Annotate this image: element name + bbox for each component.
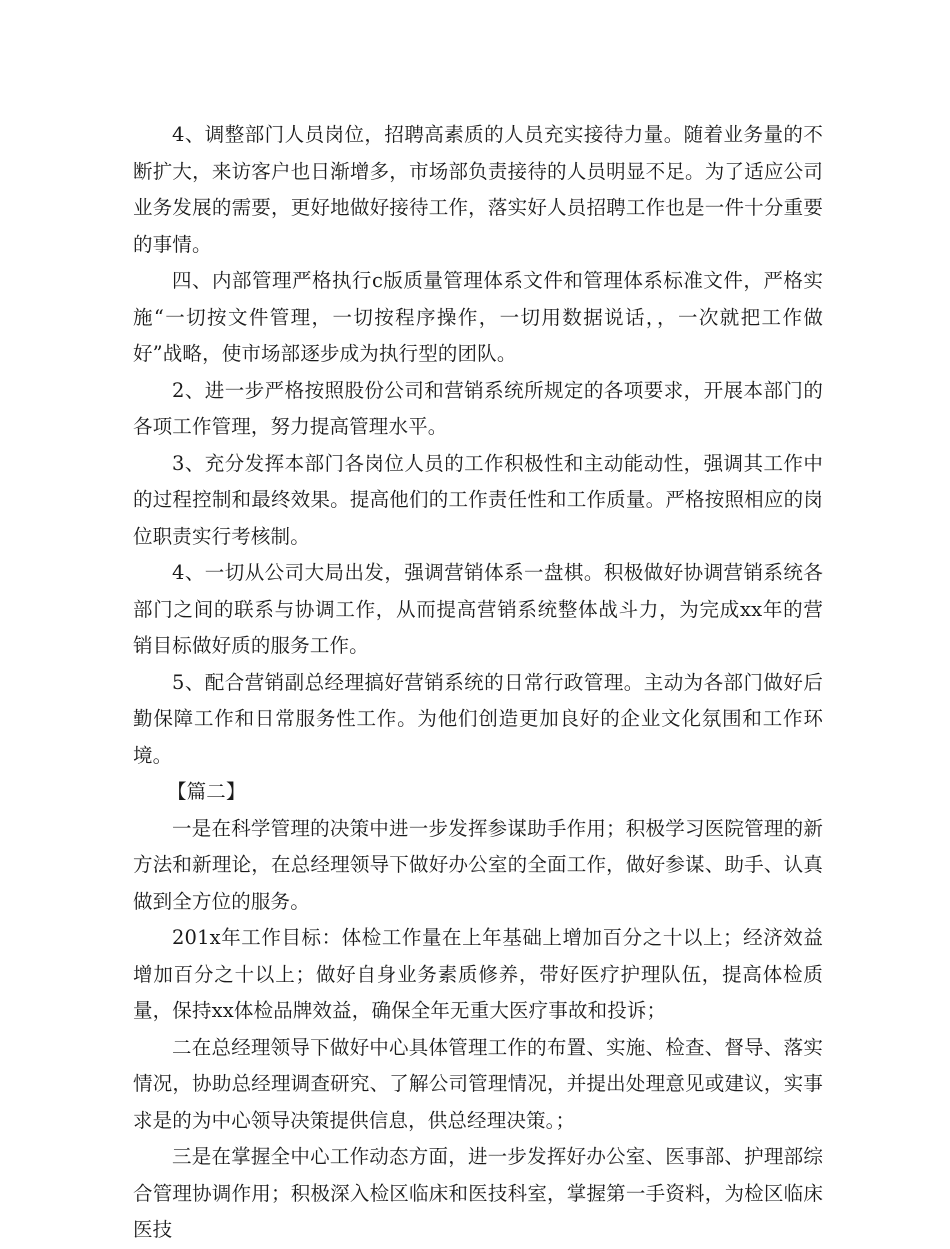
paragraph: 201x年工作目标：体检工作量在上年基础上增加百分之十以上；经济效益增加百分之十以上；做好自身业务素质修养，带好医疗护理队伍，提高体检质量，保持xx体检品牌效益，确保全年无重大医疗事故和投诉； bbox=[133, 926, 823, 1022]
paragraph: 三是在掌握全中心工作动态方面，进一步发挥好办公室、医事部、护理部综合管理协调作用；积极深入检区临床和医技科室，掌握第一手资料，为检区临床医技 bbox=[133, 1145, 823, 1241]
paragraph: 4、一切从公司大局出发，强调营销体系一盘棋。积极做好协调营销系统各部门之间的联系与协调工作，从而提高营销系统整体战斗力，为完成xx年的营销目标做好质的服务工作。 bbox=[133, 561, 823, 657]
section-heading: 【篇二】 bbox=[167, 780, 246, 803]
paragraph: 3、充分发挥本部门各岗位人员的工作积极性和主动能动性，强调其工作中的过程控制和最终效果。提高他们的工作责任性和工作质量。严格按照相应的岗位职责实行考核制。 bbox=[133, 451, 823, 548]
paragraph: 2、进一步严格按照股份公司和营销系统所规定的各项要求，开展本部门的各项工作管理，努力提高管理水平。 bbox=[133, 378, 823, 438]
paragraph: 5、配合营销副总经理搞好营销系统的日常行政管理。主动为各部门做好后勤保障工作和日常服务性工作。为他们创造更加良好的企业文化氛围和工作环境。 bbox=[133, 670, 823, 767]
paragraph: 四、内部管理严格执行c版质量管理体系文件和管理体系标准文件，严格实施“一切按文件管理，一切按程序操作，一切用数据说话，，一次就把工作做好”战略，使市场部逐步成为执行型的团队。 bbox=[133, 269, 823, 365]
paragraph: 一是在科学管理的决策中进一步发挥参谋助手作用；积极学习医院管理的新方法和新理论，在总经理领导下做好办公室的全面工作，做好参谋、助手、认真做到全方位的服务。 bbox=[133, 816, 823, 913]
paragraph: 4、调整部门人员岗位，招聘高素质的人员充实接待力量。随着业务量的不断扩大，来访客户也日渐增多，市场部负责接待的人员明显不足。为了适应公司业务发展的需要，更好地做好接待工作，落实好人员招聘工作也是一件十分重要的事情。 bbox=[133, 123, 823, 256]
paragraph: 二在总经理领导下做好中心具体管理工作的布置、实施、检查、督导、落实情况，协助总经理调查研究、了解公司管理情况，并提出处理意见或建议，实事求是的为中心领导决策提供信息，供总经理决策。； bbox=[133, 1035, 823, 1132]
document-page bbox=[133, 117, 823, 1249]
